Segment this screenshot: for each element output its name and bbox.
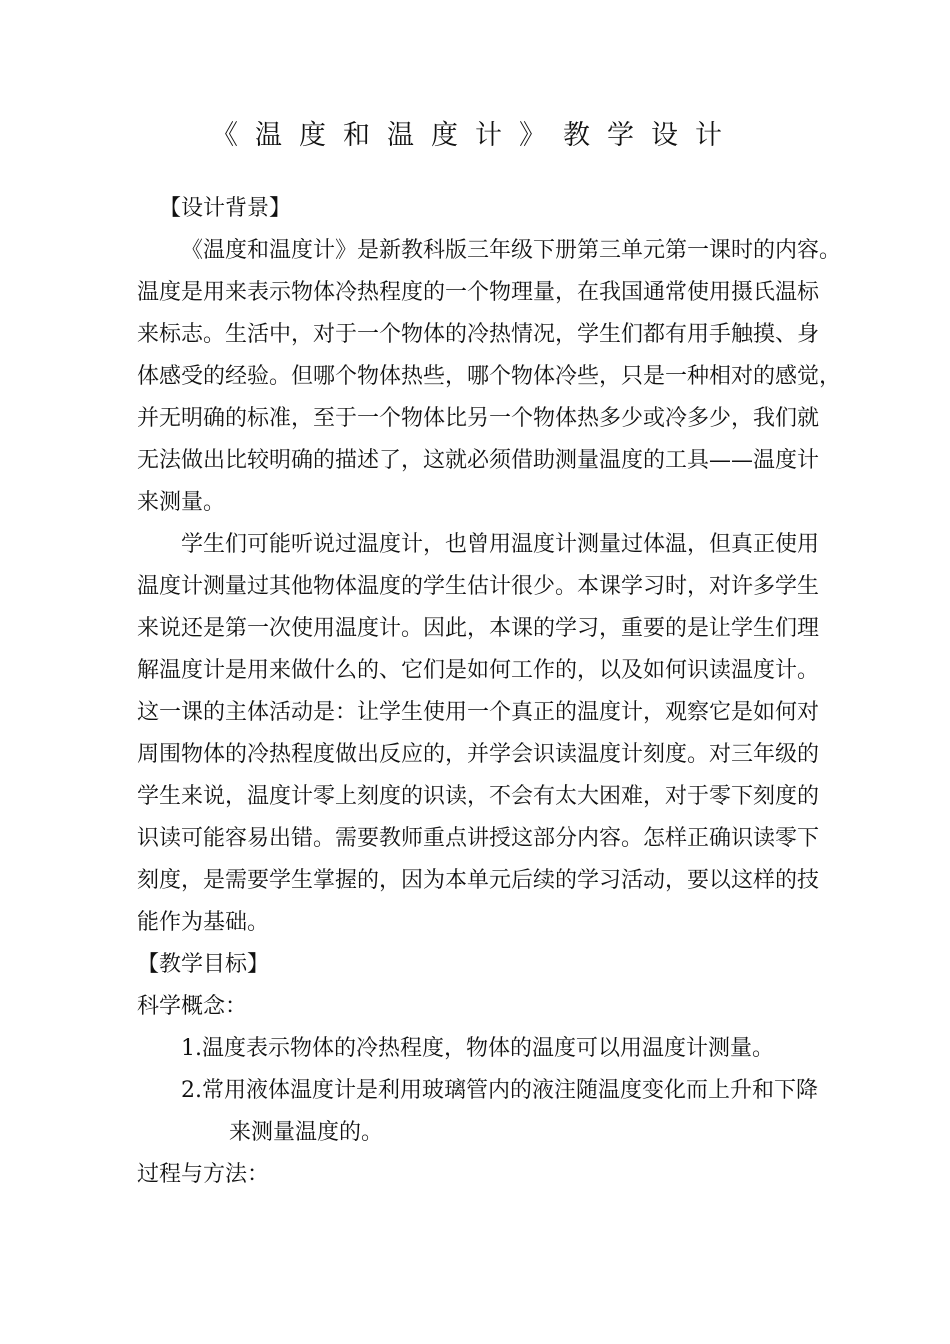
paragraph-line: 刻度，是需要学生掌握的，因为本单元后续的学习活动，要以这样的技 <box>137 868 820 893</box>
paragraph-line: 《温度和温度计》是新教科版三年级下册第三单元第一课时的内容。 <box>181 238 842 263</box>
goal-item-1: 1.温度表示物体的冷热程度，物体的温度可以用温度计测量。 <box>181 1036 774 1061</box>
concept-label: 科学概念： <box>137 994 248 1019</box>
document-title: 《温度和温度计》教学设计 <box>211 120 739 151</box>
paragraph-line: 温度是用来表示物体冷热程度的一个物理量，在我国通常使用摄氏温标 <box>137 280 820 305</box>
goal-item-2 <box>137 1070 849 1154</box>
paragraph-line: 周围物体的冷热程度做出反应的，并学会识读温度计刻度。对三年级的 <box>137 742 820 767</box>
section-heading-goals: 【教学目标】 <box>137 952 270 977</box>
paragraph-line: 无法做出比较明确的描述了，这就必须借助测量温度的工具——温度计 <box>137 448 820 473</box>
paragraph-line: 来说还是第一次使用温度计。因此，本课的学习，重要的是让学生们理 <box>137 616 820 641</box>
goal-item-2-line-1: 2.常用液体温度计是利用玻璃管内的液注随温度变化而上升和下降 <box>181 1078 818 1103</box>
section-heading-background: 【设计背景】 <box>159 196 292 221</box>
paragraph-line: 学生们可能听说过温度计，也曾用温度计测量过体温，但真正使用 <box>181 532 820 557</box>
background-paragraph-1 <box>137 230 849 524</box>
paragraph-line: 来测量。 <box>137 490 226 515</box>
background-paragraph-2 <box>137 524 849 944</box>
paragraph-line: 来标志。生活中，对于一个物体的冷热情况，学生们都有用手触摸、身 <box>137 322 820 347</box>
document-body <box>137 188 849 1196</box>
paragraph-line: 识读可能容易出错。需要教师重点讲授这部分内容。怎样正确识读零下 <box>137 826 820 851</box>
paragraph-line: 能作为基础。 <box>137 910 270 935</box>
paragraph-line: 体感受的经验。但哪个物体热些，哪个物体冷些，只是一种相对的感觉， <box>137 364 842 389</box>
paragraph-line: 学生来说，温度计零上刻度的识读，不会有太大困难，对于零下刻度的 <box>137 784 820 809</box>
paragraph-line: 这一课的主体活动是：让学生使用一个真正的温度计，观察它是如何对 <box>137 700 820 725</box>
paragraph-line: 并无明确的标准，至于一个物体比另一个物体热多少或冷多少，我们就 <box>137 406 820 431</box>
goal-item-2-line-2: 来测量温度的。 <box>229 1120 384 1145</box>
paragraph-line: 温度计测量过其他物体温度的学生估计很少。本课学习时，对许多学生 <box>137 574 820 599</box>
process-label: 过程与方法： <box>137 1162 270 1187</box>
paragraph-line: 解温度计是用来做什么的、它们是如何工作的，以及如何识读温度计。 <box>137 658 820 683</box>
